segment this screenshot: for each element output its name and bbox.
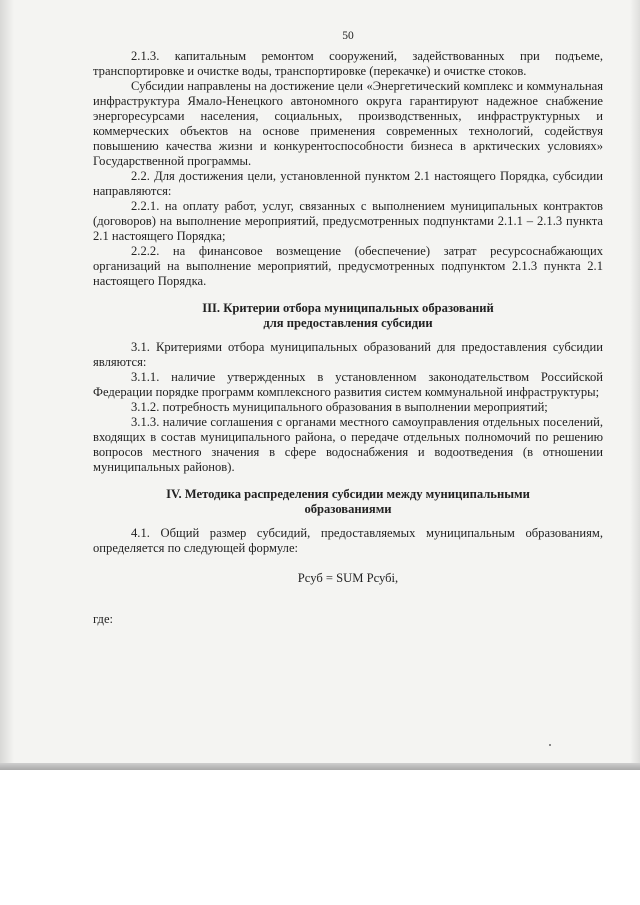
scan-speck: [549, 744, 551, 746]
section-4-heading-line-2: образованиями: [304, 502, 392, 516]
paragraph-2-2: 2.2. Для достижения цели, установленной пунктом 2.1 настоящего Порядка, субсидии направляются:: [93, 169, 603, 198]
paragraph-2-2-2: 2.2.2. на финансовое возмещение (обеспечение) затрат ресурсоснабжающих организаций на выполнение мероприятий, предусмотренных подпунктом 2.1.3 пункта 2.1 настоящего Порядка.: [93, 244, 603, 288]
page-number: 50: [342, 30, 354, 42]
scan-edge-left: [0, 0, 14, 770]
paragraph-3-1-1: 3.1.1. наличие утвержденных в установленном законодательством Российской Федерации порядке программ комплексного развития систем коммунальной инфраструктуры;: [93, 370, 603, 399]
paragraph-3-1-3: 3.1.3. наличие соглашения с органами местного самоуправления отдельных поселений, входящих в состав муниципального района, о передаче отдельных полномочий по решению вопросов местного значения в сфере водоснабжения и водоотведения (в отношении муниципальных районов).: [93, 415, 603, 474]
paragraph-3-1: 3.1. Критериями отбора муниципальных образований для предоставления субсидии являются:: [93, 340, 603, 369]
paragraph-2-2-1: 2.2.1. на оплату работ, услуг, связанных с выполнением муниципальных контрактов (договоров) на выполнение мероприятий, предусмотренных подпунктами 2.1.1 – 2.1.3 пункта 2.1 настоящего Порядка;: [93, 199, 603, 243]
section-4-heading-line-1: IV. Методика распределения субсидии между муниципальными: [166, 487, 530, 501]
scan-edge-right: [630, 0, 640, 770]
document-body: [93, 49, 603, 627]
formula-where-label: где:: [93, 612, 114, 626]
section-3-heading-line-2: для предоставления субсидии: [263, 316, 433, 330]
paragraph-4-1: 4.1. Общий размер субсидий, предоставляемых муниципальным образованиям, определяется по следующей формуле:: [93, 526, 603, 555]
paragraph-subsidy-goal: Субсидии направлены на достижение цели «Энергетический комплекс и коммунальная инфраструктура Ямало-Ненецкого автономного округа гарантируют надежное снабжение энергоресурсами населения, социальных, производственных, инфраструктурных и коммерческих объектов на основе применения современных технологий, содействуя повышению качества жизни и конкурентоспособности бизнеса в арктических условиях» Государственной программы.: [93, 79, 603, 168]
subsidy-formula: Рсуб = SUM Рсубi,: [297, 571, 399, 585]
section-3-heading: [93, 301, 603, 331]
paragraph-2-1-3: 2.1.3. капитальным ремонтом сооружений, задействованных при подъеме, транспортировке и очистке воды, транспортировке (перекачке) и очистке стоков.: [93, 49, 603, 78]
section-4-heading: [93, 487, 603, 517]
document-page: [93, 0, 603, 770]
section-3-heading-line-1: III. Критерии отбора муниципальных образований: [202, 301, 494, 315]
paragraph-3-1-2: 3.1.2. потребность муниципального образования в выполнении мероприятий;: [131, 400, 548, 414]
